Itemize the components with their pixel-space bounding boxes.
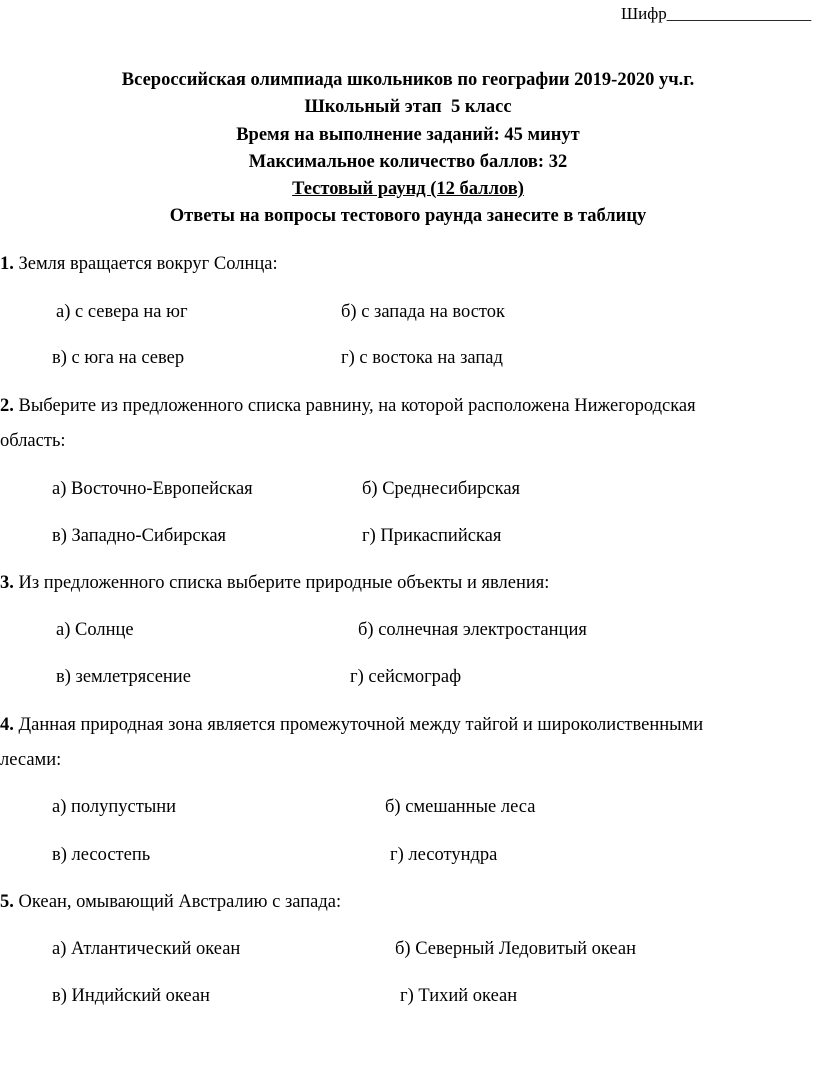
question-text: Данная природная зона является промежуточной между тайгой и широколиственными — [13, 715, 704, 735]
question-5 — [0, 892, 341, 913]
question-text: Из предложенного списка выберите природные объекты и явления: — [13, 573, 550, 593]
question-3-option-b: б) солнечная электростанция — [358, 620, 587, 640]
question-2-text-continued: область: — [0, 431, 66, 451]
max-score: Максимальное количество баллов: 32 — [248, 151, 568, 172]
question-4-option-a: а) полупустыни — [52, 797, 177, 817]
question-2-option-c: в) Западно-Сибирская — [52, 526, 227, 546]
question-4 — [0, 715, 703, 736]
question-3-option-d: г) сейсмограф — [350, 667, 462, 687]
question-1 — [0, 254, 278, 275]
document-header — [0, 67, 816, 231]
question-5-option-a: а) Атлантический океан — [52, 939, 241, 959]
question-3-option-a: а) Солнце — [56, 620, 134, 640]
question-2-option-d: г) Прикаспийская — [362, 526, 502, 546]
question-text: Выберите из предложенного списка равнину, на которой расположена Нижегородская — [13, 396, 696, 416]
question-1-option-b: б) с запада на восток — [341, 302, 506, 322]
question-5-option-c: в) Индийский океан — [52, 986, 210, 1006]
question-text: Океан, омывающий Австралию с запада: — [13, 892, 342, 912]
question-2-option-a: а) Восточно-Европейская — [52, 479, 253, 499]
question-4-option-b: б) смешанные леса — [385, 797, 536, 817]
question-4-text-continued: лесами: — [0, 750, 62, 770]
question-4-option-c: в) лесостепь — [52, 845, 151, 865]
question-number: 4. — [0, 715, 14, 735]
cipher-field: Шифр_________________ — [621, 4, 812, 23]
question-1-option-a: а) с севера на юг — [56, 302, 188, 322]
question-2 — [0, 396, 696, 417]
question-1-option-d: г) с востока на запад — [341, 348, 503, 368]
question-1-option-c: в) с юга на север — [52, 348, 185, 368]
question-number: 3. — [0, 573, 14, 593]
question-5-option-d: г) Тихий океан — [400, 986, 518, 1006]
question-number: 2. — [0, 396, 14, 416]
stage-and-grade: Школьный этап 5 класс — [304, 97, 512, 118]
question-5-option-b: б) Северный Ледовитый океан — [395, 939, 636, 959]
question-text: Земля вращается вокруг Солнца: — [13, 254, 278, 274]
question-4-option-d: г) лесотундра — [390, 845, 498, 865]
question-2-option-b: б) Среднесибирская — [362, 479, 521, 499]
time-limit: Время на выполнение заданий: 45 минут — [236, 124, 580, 145]
question-3-option-c: в) землетрясение — [56, 667, 191, 687]
question-number: 1. — [0, 254, 14, 274]
olympiad-title: Всероссийская олимпиада школьников по географии 2019-2020 уч.г. — [121, 70, 695, 90]
answer-instruction: Ответы на вопросы тестового раунда занесите в таблицу — [169, 206, 647, 227]
question-number: 5. — [0, 892, 14, 912]
round-title: Тестовый раунд (12 баллов) — [292, 179, 524, 200]
question-3 — [0, 573, 549, 594]
